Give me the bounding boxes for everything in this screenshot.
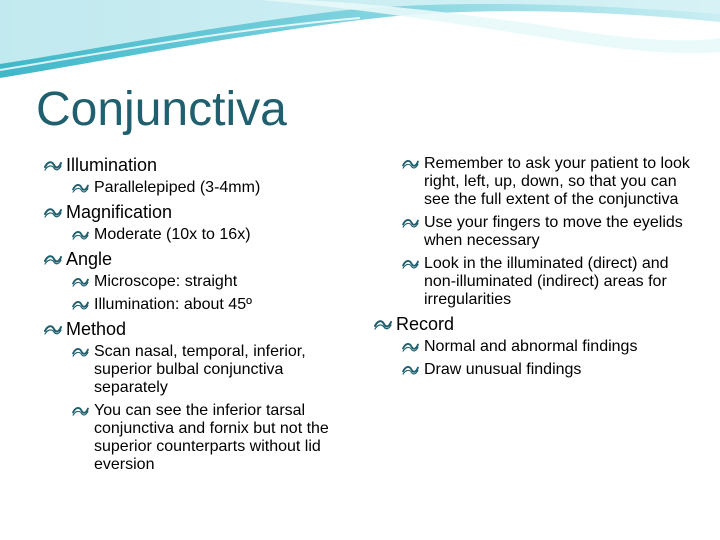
bullet-text: Look in the illuminated (direct) and non-illuminated (indirect) areas for irregularities bbox=[424, 255, 669, 308]
wave-bullet-icon bbox=[44, 205, 62, 219]
wave-bullet-icon bbox=[72, 404, 89, 417]
bullet-level-2 bbox=[44, 226, 359, 244]
bullet-level-1 bbox=[44, 320, 359, 338]
bullet-level-2 bbox=[374, 338, 694, 356]
right-column-bullets bbox=[374, 150, 694, 379]
wave-bullet-icon bbox=[402, 216, 419, 229]
wave-bullet-icon bbox=[402, 340, 419, 353]
bullet-text: Parallelepiped (3-4mm) bbox=[94, 179, 261, 196]
bullet-text: You can see the inferior tarsal conjunctiva and fornix but not the superior counterparts without lid eversion bbox=[94, 402, 329, 473]
header-wave-decoration bbox=[0, 0, 720, 90]
wave-bullet-icon bbox=[402, 157, 419, 170]
bullet-level-2 bbox=[374, 255, 694, 309]
bullet-text: Illumination bbox=[66, 155, 158, 175]
bullet-text: Magnification bbox=[66, 202, 173, 222]
bullet-text: Draw unusual findings bbox=[424, 361, 582, 378]
bullet-level-1 bbox=[44, 250, 359, 268]
bullet-text: Angle bbox=[66, 249, 113, 269]
bullet-text: Moderate (10x to 16x) bbox=[94, 226, 251, 243]
bullet-level-2 bbox=[44, 343, 359, 397]
bullet-level-2 bbox=[44, 273, 359, 291]
bullet-level-2 bbox=[374, 361, 694, 379]
wave-bullet-icon bbox=[44, 322, 62, 336]
bullet-level-2 bbox=[44, 402, 359, 474]
wave-bullet-icon bbox=[72, 275, 89, 288]
bullet-level-1 bbox=[44, 203, 359, 221]
bullet-level-1 bbox=[44, 156, 359, 174]
wave-bullet-icon bbox=[72, 228, 89, 241]
bullet-text: Illumination: about 45º bbox=[94, 296, 252, 313]
bullet-level-2 bbox=[44, 296, 359, 314]
bullet-text: Remember to ask your patient to look right, left, up, down, so that you can see the full extent of the conjunctiva bbox=[424, 155, 690, 208]
bullet-text: Normal and abnormal findings bbox=[424, 338, 638, 355]
wave-bullet-icon bbox=[72, 298, 89, 311]
wave-bullet-icon bbox=[402, 363, 419, 376]
wave-bullet-icon bbox=[72, 345, 89, 358]
bullet-text: Use your fingers to move the eyelids when necessary bbox=[424, 214, 683, 249]
bullet-level-2 bbox=[374, 214, 694, 250]
wave-bullet-icon bbox=[402, 257, 419, 270]
slide-title: Conjunctiva bbox=[36, 83, 287, 136]
wave-bullet-icon bbox=[44, 252, 62, 266]
bullet-level-2 bbox=[44, 179, 359, 197]
bullet-level-1 bbox=[374, 315, 694, 333]
bullet-text: Microscope: straight bbox=[94, 273, 238, 290]
bullet-text: Scan nasal, temporal, inferior, superior bulbal conjunctiva separately bbox=[94, 343, 306, 396]
wave-bullet-icon bbox=[374, 317, 392, 331]
left-column-bullets bbox=[44, 150, 359, 474]
bullet-level-2 bbox=[374, 155, 694, 209]
bullet-text: Record bbox=[396, 314, 455, 334]
wave-bullet-icon bbox=[44, 158, 62, 172]
bullet-text: Method bbox=[66, 319, 127, 339]
wave-bullet-icon bbox=[72, 181, 89, 194]
